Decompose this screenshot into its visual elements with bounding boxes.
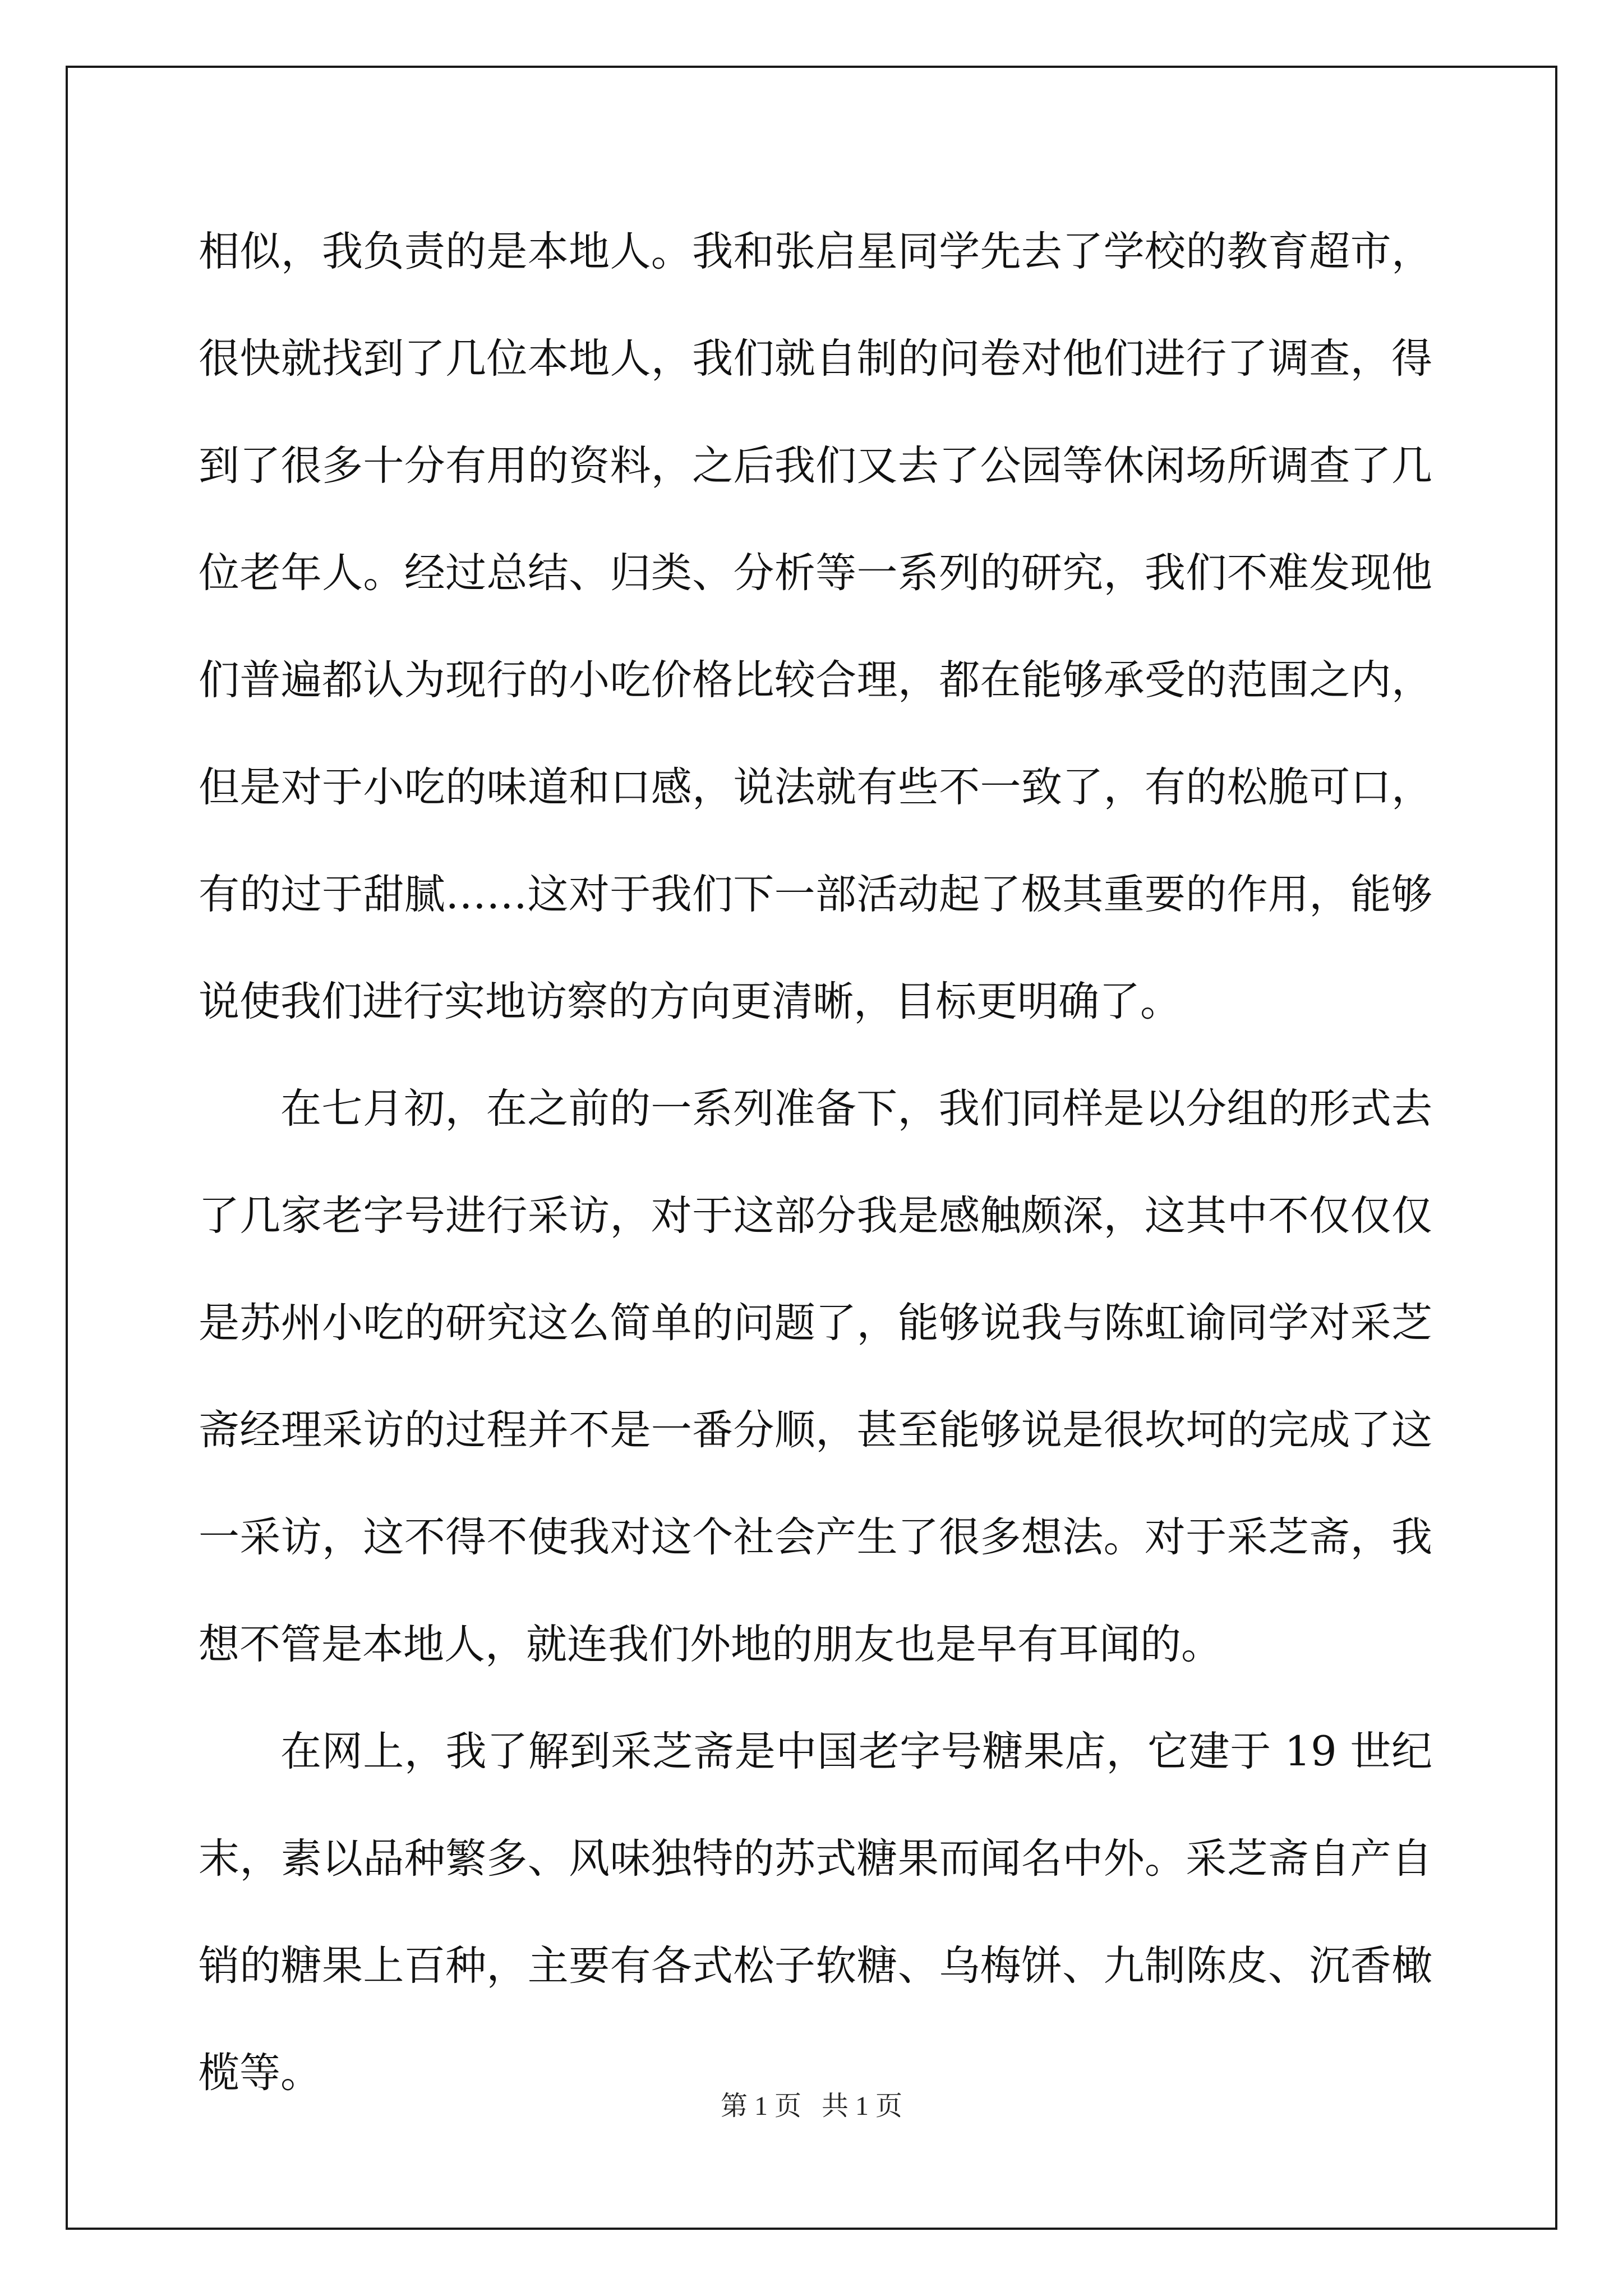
paragraph-1: 相似，我负责的是本地人。我和张启星同学先去了学校的教育超市，很快就找到了几位本地人，我们就自制的问卷对他们进行了调查，得到了很多十分有用的资料，之后我们又去了公园等休闲场所调查了几位老年人。经过总结、归类、分析等一系列的研究，我们不难发现他们普遍都认为现行的小吃价格比较合理，都在能够承受的范围之内，但是对于小吃的味道和口感，说法就有些不一致了，有的松脆可口，有的过于甜腻……这对于我们下一部活动起了极其重要的作用，能够说使我们进行实地访察的方向更清晰，目标更明确了。 (199, 228, 1432, 1025)
page-number-footer: 第 1 页 共 1 页 (720, 2091, 902, 2121)
document-body (199, 198, 1432, 2127)
paragraph-2: 在七月初，在之前的一系列准备下，我们同样是以分组的形式去了几家老字号进行采访，对于这部分我是感触颇深，这其中不仅仅仅是苏州小吃的研究这么简单的问题了，能够说我与陈虹谕同学对采芝斋经理采访的过程并不是一番分顺，甚至能够说是很坎坷的完成了这一采访，这不得不使我对这个社会产生了很多想法。对于采芝斋，我想不管是本地人，就连我们外地的朋友也是早有耳闻的。 (199, 1085, 1432, 1668)
paragraph-3: 在网上，我了解到采芝斋是中国老字号糖果店，它建于 19 世纪末，素以品种繁多、风味独特的苏式糖果而闻名中外。采芝斋自产自销的糖果上百种，主要有各式松子软糖、乌梅饼、九制陈皮、沉香橄榄等。 (199, 1728, 1432, 2097)
